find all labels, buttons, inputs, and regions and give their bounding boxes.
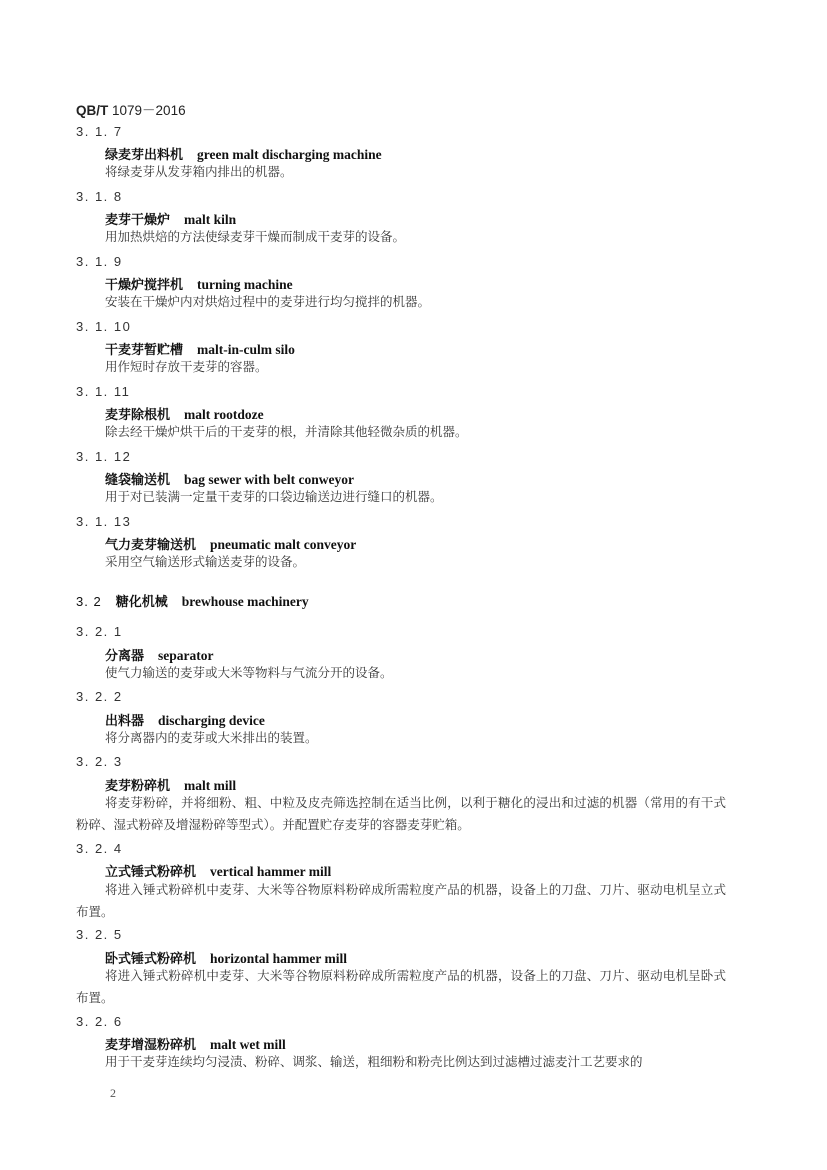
section-heading [76,591,309,610]
term-zh: 缝袋输送机 [105,473,171,488]
term-en: pneumatic malt conveyor [210,537,357,552]
term-definition: 安装在干燥炉内对烘焙过程中的麦芽进行均匀搅拌的机器。 [105,294,431,309]
section-number: 3. 2 [76,594,102,609]
term-zh: 干燥炉搅拌机 [105,278,184,293]
clause-number: 3. 1. 9 [76,254,123,269]
term-zh: 麦芽粉碎机 [105,779,171,794]
term-definition: 将进入锤式粉碎机中麦芽、大米等谷物原料粉碎成所需粒度产品的机器，设备上的刀盘、刀片、驱动电机呈立式布置。 [76,882,726,919]
term-zh: 卧式锤式粉碎机 [105,952,197,967]
term-definition: 用作短时存放干麦芽的容器。 [105,359,268,374]
term-en: bag sewer with belt conweyor [184,472,354,487]
term-definition: 将分离器内的麦芽或大米排出的装置。 [105,730,318,745]
standard-code: QB/T [76,103,109,118]
term-zh: 麦芽除根机 [105,408,171,423]
term-definition: 使气力输送的麦芽或大米等物料与气流分开的设备。 [105,665,393,680]
clause-number: 3. 1. 8 [76,189,123,204]
term-en: malt rootdoze [184,407,264,422]
term-definition: 将绿麦芽从发芽箱内排出的机器。 [105,164,293,179]
clause-number: 3. 2. 1 [76,624,123,639]
term-definition: 将麦芽粉碎，并将细粉、粗、中粒及皮壳筛选控制在适当比例，以利于糖化的浸出和过滤的机器（常用的有干式粉碎、湿式粉碎及增湿粉碎等型式）。并配置贮存麦芽的容器麦芽贮箱。 [76,795,726,832]
term-definition: 用于对已装满一定量干麦芽的口袋边输送边进行缝口的机器。 [105,489,443,504]
term-en: horizontal hammer mill [210,951,347,966]
clause-number: 3. 2. 3 [76,754,123,769]
page-number: 2 [110,1086,116,1100]
term-zh: 干麦芽暂贮槽 [105,343,184,358]
term-definition: 采用空气输送形式输送麦芽的设备。 [105,554,306,569]
term-zh: 麦芽干燥炉 [105,213,171,228]
term-definition: 用加热烘焙的方法使绿麦芽干燥而制成干麦芽的设备。 [105,229,406,244]
term-en: malt kiln [184,212,237,227]
term-en: malt wet mill [210,1037,286,1052]
term-zh: 气力麦芽输送机 [105,538,197,553]
clause-number: 3. 2. 5 [76,927,123,942]
term-zh: 分离器 [105,649,145,664]
term-zh: 麦芽增湿粉碎机 [105,1038,197,1053]
clause-number: 3. 1. 11 [76,384,131,399]
term-en: vertical hammer mill [210,864,332,879]
section-title-zh: 糖化机械 [115,595,168,610]
term-en: malt-in-culm silo [197,342,295,357]
term-zh: 出料器 [105,714,145,729]
term-definition: 除去经干燥炉烘干后的干麦芽的根，并清除其他轻微杂质的机器。 [105,424,468,439]
term-en: separator [158,648,214,663]
clause-number: 3. 1. 7 [76,124,123,139]
section-title-en: brewhouse machinery [181,594,309,609]
term-en: discharging device [158,713,265,728]
clause-number: 3. 1. 10 [76,319,132,334]
term-en: green malt discharging machine [197,147,382,162]
clause-number: 3. 1. 13 [76,514,132,529]
clause-number: 3. 2. 4 [76,841,123,856]
term-definition: 用于干麦芽连续均匀浸渍、粉碎、调浆、输送，粗细粉和粉壳比例达到过滤槽过滤麦汁工艺要求的 [105,1054,643,1069]
term-en: turning machine [197,277,293,292]
clause-number: 3. 1. 12 [76,449,132,464]
standard-header [76,99,186,119]
term-zh: 立式锤式粉碎机 [105,865,197,880]
term-zh: 绿麦芽出料机 [105,148,184,163]
term-en: malt mill [184,778,237,793]
clause-number: 3. 2. 2 [76,689,123,704]
clause-number: 3. 2. 6 [76,1014,123,1029]
standard-number: 1079－2016 [112,103,186,118]
term-definition: 将进入锤式粉碎机中麦芽、大米等谷物原料粉碎成所需粒度产品的机器，设备上的刀盘、刀片、驱动电机呈卧式布置。 [76,968,726,1005]
term-heading [105,861,331,880]
